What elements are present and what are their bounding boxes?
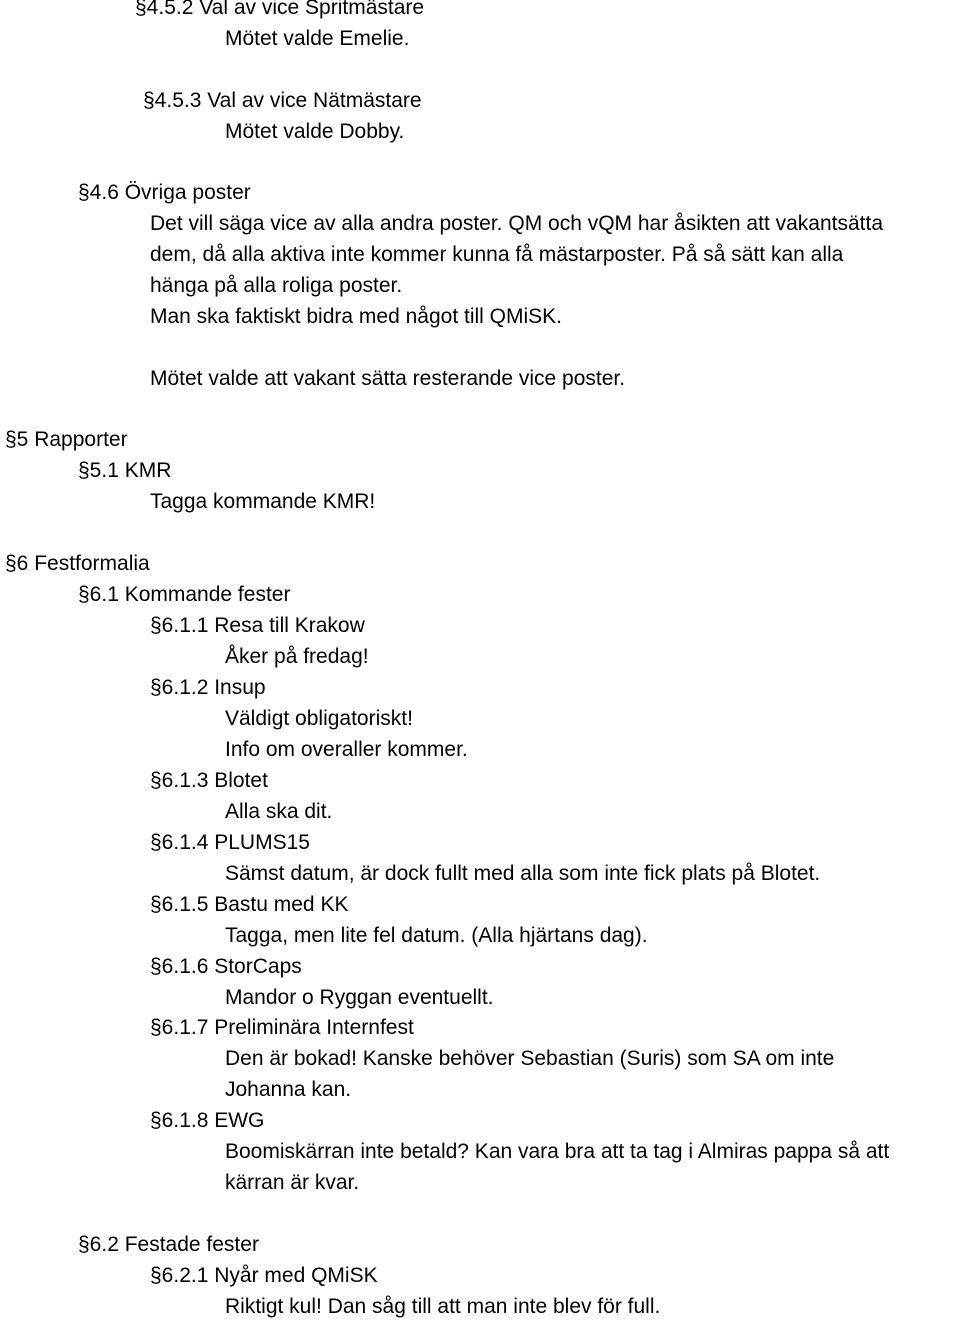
- heading-6-1-2: §6.1.2 Insup: [150, 676, 266, 699]
- paragraph-text: Alla ska dit.: [225, 800, 333, 823]
- paragraph-text: Åker på fredag!: [225, 645, 369, 668]
- paragraph-text: Mötet valde att vakant sätta resterande vice poster.: [150, 367, 626, 390]
- paragraph-text: Johanna kan.: [225, 1078, 352, 1101]
- heading-6-1-8: §6.1.8 EWG: [150, 1109, 265, 1132]
- heading-6: §6 Festformalia: [5, 552, 150, 575]
- heading-6-2-1: §6.2.1 Nyår med QMiSK: [150, 1264, 378, 1287]
- heading-6-2: §6.2 Festade fester: [78, 1233, 259, 1256]
- heading-5-1: §5.1 KMR: [78, 459, 172, 482]
- paragraph-text: Info om overaller kommer.: [225, 738, 468, 761]
- heading-4-5-2: §4.5.2 Val av vice Spritmästare: [135, 0, 425, 19]
- heading-6-1-6: §6.1.6 StorCaps: [150, 955, 302, 978]
- heading-4-5-3: §4.5.3 Val av vice Nätmästare: [143, 89, 422, 112]
- paragraph-text: Tagga, men lite fel datum. (Alla hjärtans dag).: [225, 924, 648, 947]
- paragraph-text: Boomiskärran inte betald? Kan vara bra att ta tag i Almiras pappa så att: [225, 1140, 890, 1163]
- heading-6-1-5: §6.1.5 Bastu med KK: [150, 893, 349, 916]
- heading-6-1-1: §6.1.1 Resa till Krakow: [150, 614, 365, 637]
- paragraph-text: kärran är kvar.: [225, 1171, 360, 1194]
- heading-4-6: §4.6 Övriga poster: [78, 181, 251, 204]
- paragraph-text: Mandor o Ryggan eventuellt.: [225, 986, 494, 1009]
- paragraph-text: Tagga kommande KMR!: [150, 490, 376, 513]
- paragraph-text: Mötet valde Emelie.: [225, 27, 410, 50]
- paragraph-text: dem, då alla aktiva inte kommer kunna få mästarposter. På så sätt kan alla: [150, 243, 844, 266]
- paragraph-text: Man ska faktiskt bidra med något till QMiSK.: [150, 305, 562, 328]
- paragraph-text: Väldigt obligatoriskt!: [225, 707, 413, 730]
- heading-6-1-7: §6.1.7 Preliminära Internfest: [150, 1016, 414, 1039]
- heading-6-1-4: §6.1.4 PLUMS15: [150, 831, 310, 854]
- paragraph-text: Riktigt kul! Dan såg till att man inte blev för full.: [225, 1295, 661, 1318]
- heading-6-1-3: §6.1.3 Blotet: [150, 769, 268, 792]
- paragraph-text: hänga på alla roliga poster.: [150, 274, 403, 297]
- paragraph-text: Mötet valde Dobby.: [225, 120, 405, 143]
- heading-6-1: §6.1 Kommande fester: [78, 583, 291, 606]
- paragraph-text: Det vill säga vice av alla andra poster. QM och vQM har åsikten att vakantsätta: [150, 212, 884, 235]
- paragraph-text: Sämst datum, är dock fullt med alla som inte fick plats på Blotet.: [225, 862, 821, 885]
- paragraph-text: Den är bokad! Kanske behöver Sebastian (Suris) som SA om inte: [225, 1047, 835, 1070]
- heading-5: §5 Rapporter: [5, 428, 128, 451]
